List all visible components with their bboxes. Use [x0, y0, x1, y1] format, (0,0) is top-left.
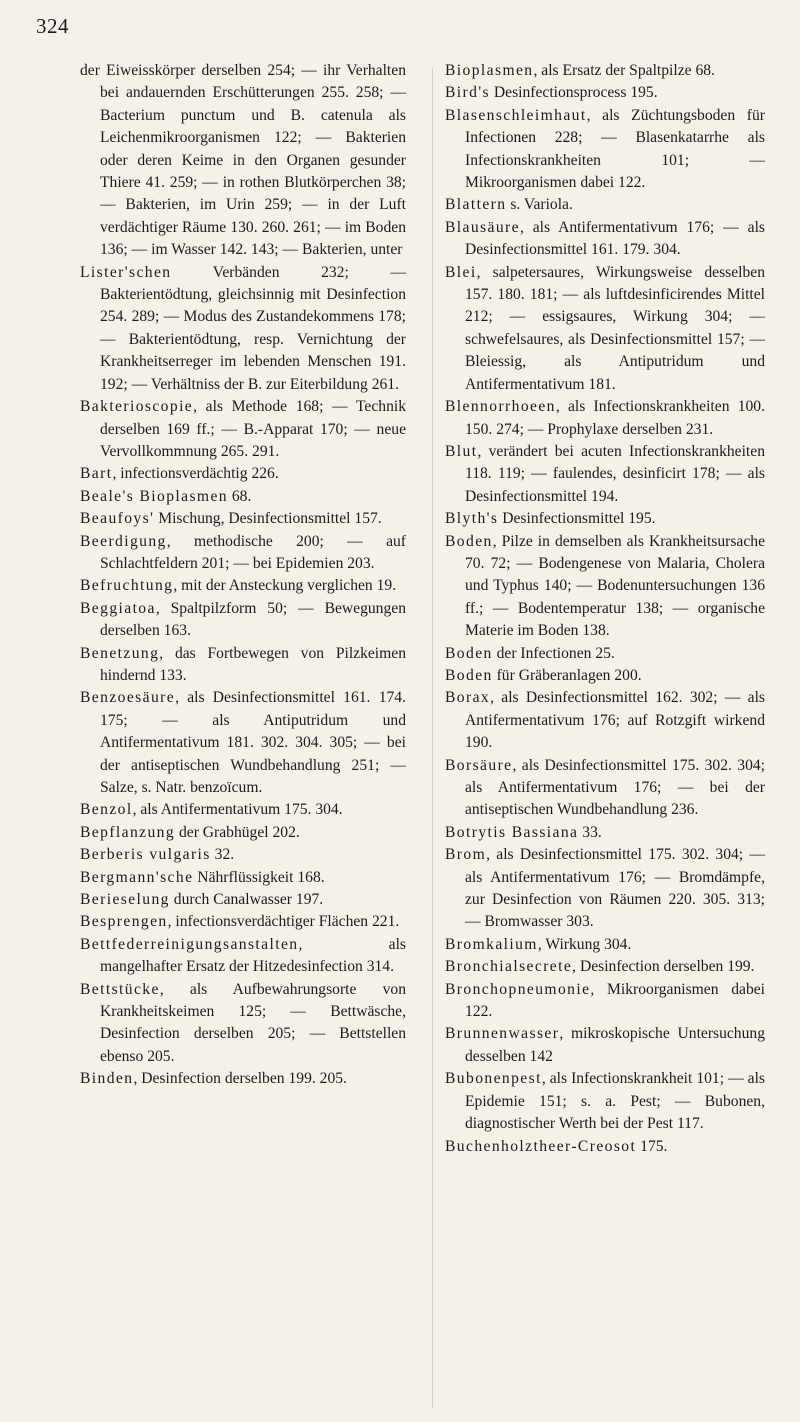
index-entry-headword: Bromkalium: [445, 935, 538, 953]
index-entry-text: , Mikroorganismen dabei 122.: [465, 980, 765, 1021]
index-entry-headword: Benetzung: [80, 644, 160, 662]
index-entry: [445, 979, 765, 1024]
index-entry: [445, 956, 765, 978]
index-entry-text: s. Variola.: [506, 196, 573, 214]
index-entry-headword: Blausäure: [445, 218, 520, 236]
index-entry-text: , als Desinfectionsmittel 161. 174. 175; — als Antiputridum und Antifermentativum 181. 302. 304. 305; — bei der antiseptischen Wundbehandlung 251; — Salze, s. Natr. benzoïcum.: [100, 689, 406, 796]
index-entry-headword: Benzol: [80, 801, 133, 819]
index-entry-headword: Boden: [445, 532, 493, 550]
index-entry: [80, 508, 406, 530]
index-entry-headword: Bioplasmen: [445, 62, 534, 79]
index-entry-text: , als Desinfectionsmittel 175. 302. 304; als Antifermentativum 176; — bei der antiseptischen Wundbehandlung 236.: [465, 756, 765, 819]
index-entry: [80, 911, 406, 933]
index-entry: [445, 508, 765, 530]
index-entry-text: , Desinfection derselben 199.: [572, 958, 755, 976]
index-entry-headword: Blennorrhoeen: [445, 398, 556, 416]
index-entry: [445, 1136, 765, 1158]
index-entry: [80, 844, 406, 866]
index-entry-headword: Blut: [445, 442, 478, 460]
index-entry-headword: Bepflanzung: [80, 823, 176, 841]
index-entry-text: der Grabhügel 202.: [175, 823, 300, 841]
index-entry-headword: Boden: [445, 666, 493, 684]
index-entry: [80, 1068, 406, 1090]
index-entry-text: , Pilze in demselben als Krankheitsursache 70. 72; — Bodengenese von Malaria, Cholera und Typhus 140; — Bodenuntersuchungen 136 ff.; — Bodentemperatur 138; — organische Materie im Boden 138.: [465, 532, 765, 640]
index-entry-headword: Benzoesäure: [80, 689, 176, 707]
index-entry-headword: Botrytis Bassiana: [445, 823, 579, 841]
index-entry-headword: Buchenholztheer-Creosot: [445, 1137, 637, 1155]
index-entry-headword: Besprengen: [80, 913, 168, 931]
index-entry-headword: Borax: [445, 689, 491, 707]
index-entry-headword: Bergmann'sche: [80, 868, 194, 886]
index-entry: [445, 844, 765, 934]
index-entry-headword: Berieselung: [80, 891, 170, 909]
index-entry-headword: Bronchialsecrete: [445, 958, 573, 976]
index-entry-headword: Brom: [445, 846, 487, 864]
index-entry: [445, 262, 765, 396]
page-number: 324: [36, 14, 69, 38]
index-entry-headword: Bird's: [445, 84, 491, 102]
index-entry-headword: Berberis vulgaris: [80, 846, 211, 864]
index-entry-text: , Spaltpilzform 50; — Bewegungen derselben 163.: [100, 599, 406, 640]
index-entry-text: , als Züchtungsboden für Infectionen 228; — Blasenkatarrhe als Infectionskrankheiten 101; — Mikroorganismen dabei 122.: [465, 106, 765, 192]
index-entry-text: Desinfectionsmittel 195.: [498, 510, 656, 528]
index-entry-text: , als Methode 168; — Technik derselben 169 ff.; — B.-Apparat 170; — neue Vervollkommnung 265. 291.: [100, 398, 406, 460]
index-entry-headword: Bart: [80, 465, 113, 483]
index-entry-text: 68.: [227, 487, 252, 505]
index-entry-headword: Bubonenpest: [445, 1070, 542, 1088]
index-column-left: [80, 60, 406, 1091]
index-entry: [80, 262, 406, 396]
index-entry-text: durch Canalwasser 197.: [169, 891, 324, 909]
index-entry-headword: Bettfederreinigungsanstalten: [80, 935, 299, 953]
index-entry: [80, 799, 406, 821]
index-entry-headword: Bronchopneumonie: [445, 980, 591, 998]
index-entry: [445, 441, 765, 508]
index-entry-headword: Brunnenwasser: [445, 1025, 560, 1043]
index-entry: [445, 1068, 765, 1135]
index-entry: [80, 531, 406, 576]
index-entry: [80, 463, 406, 485]
index-entry-text: , verändert bei acuten Infectionskrankheiten 118. 119; — faulendes, desinficirt 178; — als Desinfectionsmittel 194.: [465, 442, 765, 505]
index-entry-text: 33.: [578, 823, 602, 841]
index-entry-headword: Binden: [80, 1070, 134, 1088]
index-entry-text: , als Ersatz der Spaltpilze 68.: [533, 62, 715, 79]
index-entry-text: , methodische 200; — auf Schlachtfeldern 201; — bei Epidemien 203.: [100, 532, 406, 572]
index-entry-text: , infectionsverdächtig 226.: [112, 465, 279, 483]
index-entry-headword: Blyth's: [445, 510, 499, 528]
index-entry-headword: Blasenschleimhaut: [445, 106, 587, 124]
index-entry: [445, 217, 765, 262]
index-entry: [80, 598, 406, 643]
index-entry: [80, 486, 406, 508]
index-entry: [80, 979, 406, 1069]
index-entry: [80, 396, 406, 463]
index-entry-text: 175.: [636, 1137, 668, 1155]
index-entry: [80, 822, 406, 844]
index-entry: [80, 60, 406, 262]
index-entry-text: Mischung, Desinfectionsmittel 157.: [154, 510, 382, 528]
index-entry: [445, 822, 765, 844]
index-entry: [80, 575, 406, 597]
index-entry-text: , als Infectionskrankheit 101; — als Epidemie 151; s. a. Pest; — Bubonen, diagnostischer Werth bei der Pest 117.: [465, 1070, 765, 1133]
index-entry-text: , als mangelhafter Ersatz der Hitzedesinfection 314.: [100, 935, 406, 976]
index-entry-headword: Bettstücke: [80, 980, 160, 998]
index-entry-text: , als Infectionskrankheiten 100. 150. 274; — Prophylaxe derselben 231.: [465, 398, 765, 438]
index-entry: [445, 643, 765, 665]
index-entry: [80, 687, 406, 799]
index-entry-text: , als Antifermentativum 175. 304.: [132, 801, 343, 819]
index-entry-headword: Beerdigung: [80, 532, 167, 550]
index-entry-text: , das Fortbewegen von Pilzkeimen hindernd 133.: [100, 644, 406, 684]
index-column-right: [445, 60, 765, 1158]
index-entry: [80, 867, 406, 889]
index-entry: [80, 934, 406, 979]
index-entry-headword: Befruchtung: [80, 577, 174, 595]
index-entry-headword: Lister'schen: [80, 263, 172, 281]
index-entry: [445, 755, 765, 822]
index-entry: [445, 531, 765, 643]
index-entry: [445, 60, 765, 82]
index-entry: [80, 643, 406, 688]
index-entry-text: , infectionsverdächtiger Flächen 221.: [167, 913, 400, 931]
index-entry-text: 32.: [210, 846, 235, 864]
index-entry-text: der Eiweisskörper derselben 254; — ihr Verhalten bei andauernden Erschütterungen 255. 258; — Bacterium punctum und B. catenula als Leichenmikroorganismen 122; — Bakterien oder deren Keime in den Organen gesunder Thiere 41. 259; — in rothen Blutkörperchen 38; — Bakterien, im Urin 259; — in der Luft verdächtiger Räume 130. 260. 261; — im Boden 136; — im Wasser 142. 143; — Bakterien, unter: [80, 62, 406, 259]
index-entry-text: Nährflüssigkeit 168.: [193, 868, 325, 886]
index-entry-text: , mikroskopische Untersuchung desselben 142: [465, 1025, 765, 1065]
index-entry-text: der Infectionen 25.: [492, 644, 615, 662]
index-entry: [445, 934, 765, 956]
index-entry-headword: Beggiatoa: [80, 599, 156, 617]
index-entry-text: , Desinfection derselben 199. 205.: [133, 1070, 347, 1088]
column-divider: [432, 68, 433, 1408]
index-entry-text: für Gräberanlagen 200.: [492, 666, 642, 684]
index-entry-text: , als Desinfectionsmittel 162. 302; — als Antifermentativum 176; auf Rotzgift wirkend 190.: [465, 689, 765, 752]
index-entry-headword: Beaufoys': [80, 510, 155, 528]
index-entry-text: , Wirkung 304.: [537, 935, 632, 953]
index-entry-text: Verbänden 232; — Bakterientödtung, gleichsinnig mit Desinfection 254. 289; — Modus des Zustandekommens 178; — Bakterientödtung, resp. Vernichtung der Krankheitserreger im lebenden Menschen 191. 192; — Verhältniss der B. zur Eiterbildung 261.: [100, 263, 406, 393]
index-entry: [445, 396, 765, 441]
index-entry-headword: Bakterioscopie: [80, 398, 194, 416]
index-entry: [445, 194, 765, 216]
index-entry: [445, 1023, 765, 1068]
index-entry-headword: Blattern: [445, 196, 507, 214]
index-entry-text: , salpetersaures, Wirkungsweise desselben 157. 180. 181; — als luftdesinficirendes Mittel 212; — essigsaures, Wirkung 304; — schwefelsaures, als Desinfectionsmittel 157; — Bleiessig, als Antiputridum und Antifermentativum 181.: [465, 263, 765, 393]
index-entry: [445, 82, 765, 104]
index-entry: [80, 889, 406, 911]
index-entry-headword: Beale's Bioplasmen: [80, 487, 228, 505]
index-entry-headword: Borsäure: [445, 756, 513, 774]
index-entry-text: , als Desinfectionsmittel 175. 302. 304; — als Antifermentativum 176; — Bromdämpfe, zur Desinfection von Räumen 220. 305. 313; — Bromwasser 303.: [465, 846, 765, 931]
index-entry-text: , als Aufbewahrungsorte von Krankheitskeimen 125; — Bettwäsche, Desinfection derselben 205; — Bettstellen ebenso 205.: [100, 980, 406, 1065]
index-entry-headword: Blei: [445, 263, 477, 281]
index-entry-text: , als Antifermentativum 176; — als Desinfectionsmittel 161. 179. 304.: [465, 218, 765, 259]
index-entry-text: Desinfectionsprocess 195.: [490, 84, 658, 102]
index-entry-text: , mit der Ansteckung verglichen 19.: [173, 577, 397, 595]
index-entry: [445, 665, 765, 687]
index-entry: [445, 105, 765, 195]
index-entry: [445, 687, 765, 754]
index-entry-headword: Boden: [445, 644, 493, 662]
